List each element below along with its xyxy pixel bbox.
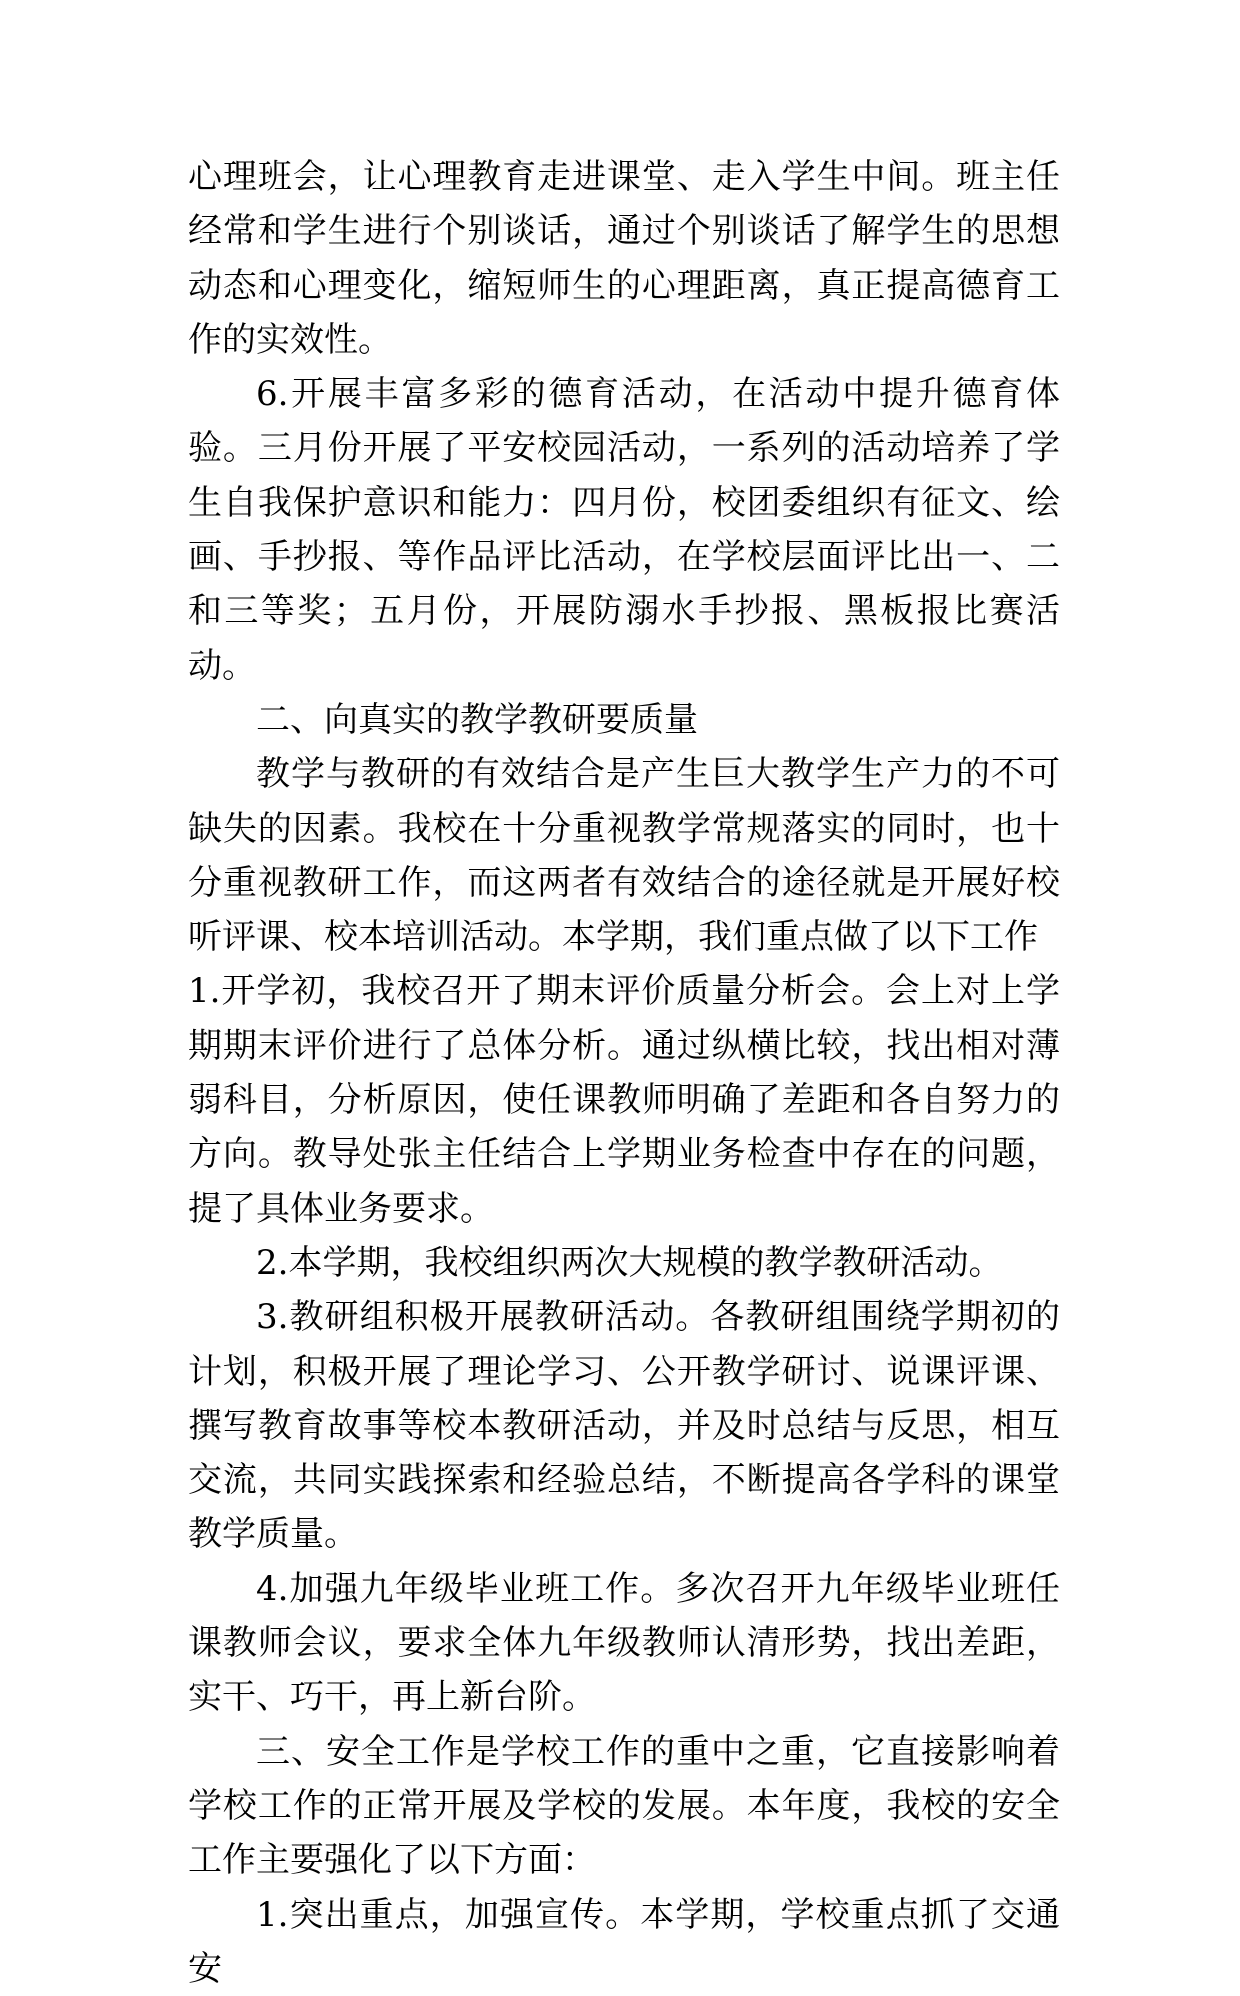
paragraph-moral-activities: 6.开展丰富多彩的德育活动，在活动中提升德育体验。三月份开展了平安校园活动，一系列的活动培养了学生自我保护意识和能力：四月份，校团委组织有征文、绘画、手抄报、等作品评比活动，在学校层面评比出一、二和三等奖；五月份，开展防溺水手抄报、黑板报比赛活动。 [188,367,1060,693]
paragraph-grade-nine: 4.加强九年级毕业班工作。多次召开九年级毕业班任课教师会议，要求全体九年级教师认清形势，找出差距，实干、巧干，再上新台阶。 [188,1562,1060,1725]
paragraph-quality-analysis: 1.开学初，我校召开了期末评价质量分析会。会上对上学期期末评价进行了总体分析。通过纵横比较，找出相对薄弱科目，分析原因，使任课教师明确了差距和各自努力的方向。教导处张主任结合上学期业务检查中存在的问题，提了具体业务要求。 [188,964,1060,1235]
document-body [188,150,1060,1996]
section-heading-safety: 三、安全工作是学校工作的重中之重，它直接影响着学校工作的正常开展及学校的发展。本年度，我校的安全工作主要强化了以下方面： [188,1725,1060,1888]
section-heading-teaching-research: 二、向真实的教学教研要质量 [188,693,1060,747]
paragraph-psychology-class: 心理班会，让心理教育走进课堂、走入学生中间。班主任经常和学生进行个别谈话，通过个别谈话了解学生的思想动态和心理变化，缩短师生的心理距离，真正提高德育工作的实效性。 [188,150,1060,367]
paragraph-safety-publicity: 1.突出重点，加强宣传。本学期，学校重点抓了交通安 [188,1888,1060,1996]
paragraph-teaching-research-intro: 教学与教研的有效结合是产生巨大教学生产力的不可缺失的因素。我校在十分重视教学常规落实的同时，也十分重视教研工作，而这两者有效结合的途径就是开展好校听评课、校本培训活动。本学期，我们重点做了以下工作 [188,747,1060,964]
paragraph-research-activities: 2.本学期，我校组织两次大规模的教学教研活动。 [188,1236,1060,1290]
paragraph-research-groups: 3.教研组积极开展教研活动。各教研组围绕学期初的计划，积极开展了理论学习、公开教学研讨、说课评课、撰写教育故事等校本教研活动，并及时总结与反思，相互交流，共同实践探索和经验总结，不断提高各学科的课堂教学质量。 [188,1290,1060,1561]
